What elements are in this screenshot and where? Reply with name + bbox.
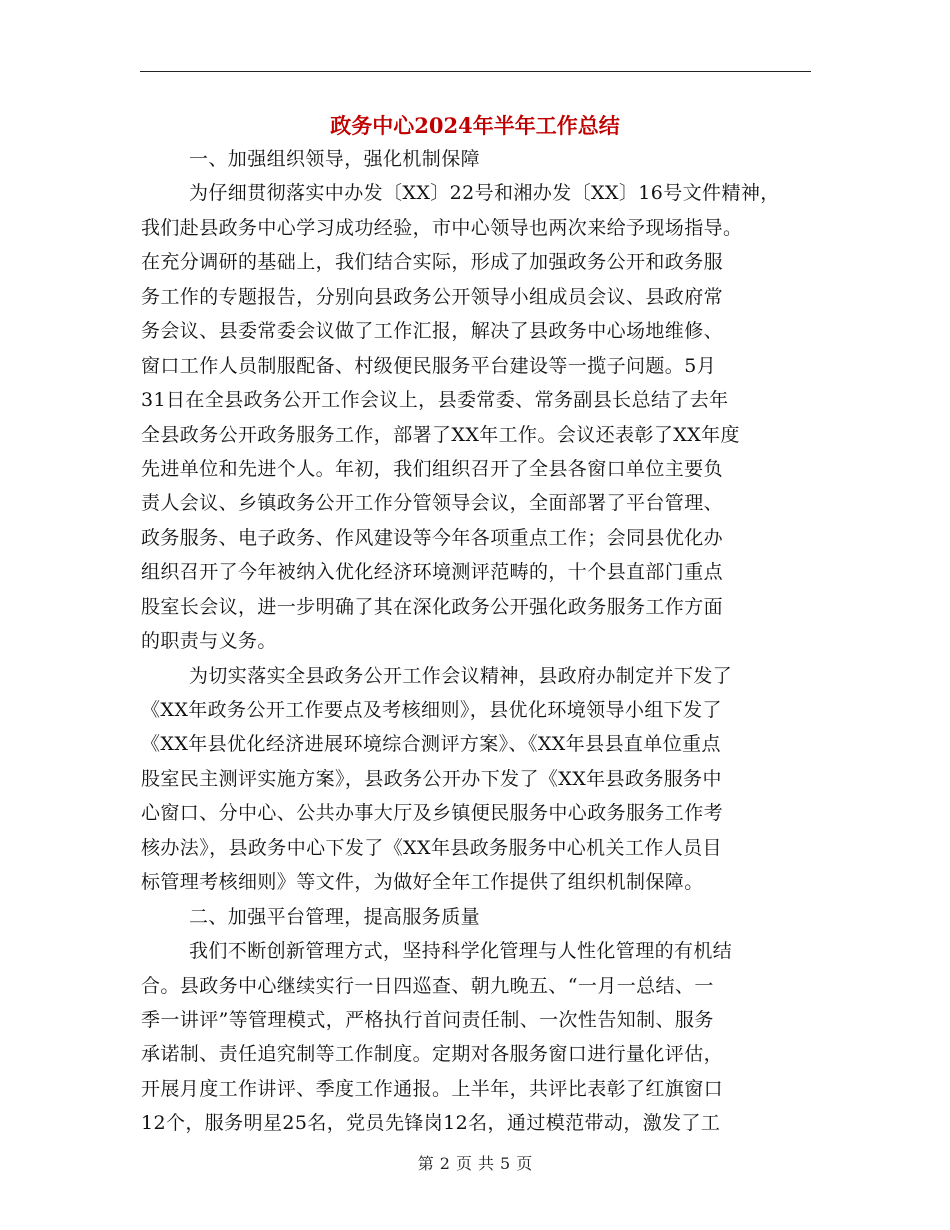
paragraph-line: 窗口工作人员制服配备、村级便民服务平台建设等一揽子问题。5月 — [141, 354, 717, 377]
paragraph-line: 组织召开了今年被纳入优化经济环境测评范畴的，十个县直部门重点 — [141, 561, 724, 584]
page-footer — [0, 1152, 950, 1176]
footer-total-pages: 5 — [500, 1154, 511, 1173]
paragraph-line: 12个，服务明星25名，党员先锋岗12名，通过模范带动，激发了工 — [141, 1112, 721, 1135]
footer-label-page: 页 — [455, 1154, 472, 1173]
paragraph-line: 的职责与义务。 — [141, 630, 277, 653]
paragraph-line: 《XX年政务公开工作要点及考核细则》，县优化环境领导小组下发了 — [141, 699, 722, 721]
footer-label-total: 共 — [478, 1154, 495, 1173]
footer-label-prefix: 第 — [417, 1154, 434, 1173]
footer-current-page: 2 — [439, 1154, 450, 1173]
document-title: 政务中心2024年半年工作总结 — [330, 113, 620, 138]
paragraph-line: 股室长会议，进一步明确了其在深化政务公开强化政务服务工作方面 — [141, 595, 724, 618]
paragraph-line: 核办法》，县政务中心下发了《XX年县政务服务中心机关工作人员目 — [141, 836, 722, 859]
paragraph-line: 务工作的专题报告，分别向县政务公开领导小组成员会议、县政府常 — [141, 285, 724, 308]
paragraph-line: 在充分调研的基础上，我们结合实际，形成了加强政务公开和政务服 — [141, 251, 724, 274]
paragraph-line: 为切实落实全县政务公开工作会议精神，县政府办制定并下发了 — [189, 664, 733, 687]
paragraph-line: 我们不断创新管理方式，坚持科学化管理与人性化管理的有机结 — [189, 940, 733, 963]
header-rule — [140, 71, 811, 72]
paragraph-line: 承诺制、责任追究制等工作制度。定期对各服务窗口进行量化评估， — [141, 1043, 724, 1066]
paragraph-line: 政务服务、电子政务、作风建设等今年各项重点工作；会同县优化办 — [141, 526, 724, 549]
document-body — [141, 142, 821, 1141]
paragraph-line: 先进单位和先进个人。年初，我们组织召开了全县各窗口单位主要负 — [141, 457, 724, 480]
paragraph-line: 务会议、县委常委会议做了工作汇报，解决了县政务中心场地维修、 — [141, 320, 724, 343]
section-heading: 二、加强平台管理，提高服务质量 — [189, 905, 481, 928]
paragraph-line: 31日在全县政务公开工作会议上，县委常委、常务副县长总结了去年 — [141, 389, 729, 412]
paragraph-line: 我们赴县政务中心学习成功经验，市中心领导也两次来给予现场指导。 — [141, 216, 743, 239]
paragraph-line: 心窗口、分中心、公共办事大厅及乡镇便民服务中心政务服务工作考 — [141, 802, 724, 825]
section-heading: 一、加强组织领导，强化机制保障 — [189, 148, 481, 170]
paragraph-line: 责人会议、乡镇政务公开工作分管领导会议，全面部署了平台管理、 — [141, 492, 724, 515]
paragraph-line: 《XX年县优化经济进展环境综合测评方案》、《XX年县县直单位重点 — [141, 733, 721, 756]
paragraph-line: 季一讲评”等管理模式，严格执行首问责任制、一次性告知制、服务 — [141, 1008, 714, 1031]
paragraph-line: 标管理考核细则》等文件，为做好全年工作提供了组织机制保障。 — [141, 871, 704, 894]
paragraph-line: 为仔细贯彻落实中办发〔XX〕22号和湘办发〔XX〕16号文件精神， — [189, 182, 780, 205]
paragraph-line: 股室民主测评实施方案》，县政务公开办下发了《XX年县政务服务中 — [141, 767, 722, 790]
paragraph-line: 全县政务公开政务服务工作，部署了XX年工作。会议还表彰了XX年度 — [141, 423, 740, 446]
footer-label-suffix: 页 — [516, 1154, 533, 1173]
paragraph-line: 合。县政务中心继续实行一日四巡查、朝九晚五、“一月一总结、一 — [141, 974, 714, 997]
paragraph-line: 开展月度工作讲评、季度工作通报。上半年，共评比表彰了红旗窗口 — [141, 1077, 724, 1100]
